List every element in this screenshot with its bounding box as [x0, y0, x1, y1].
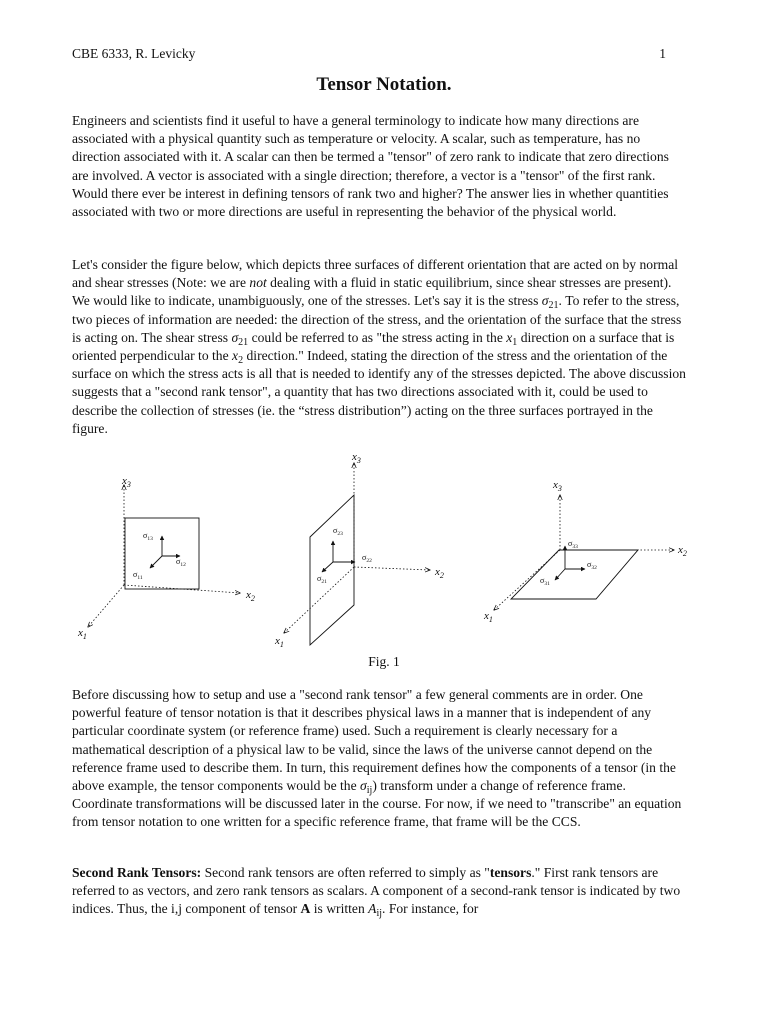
text-run: . For instance, for — [382, 901, 479, 917]
bold-symbol: A — [300, 901, 311, 917]
text-run: Before discussing how to setup and use a "second rank tensor" a few general comments are in order. One powerful feature of tensor notation is that it describes physical laws in a manner that is independent of any particular coordinate system (or reference frame) used. Such a requirement is clearly necessary for a mathematical description of a physical law to be valid, since the laws of the universe cannot depend on the reference frame used to describe them. In turn, this requirement defines how the components of a tensor (in the above example, the tensor components would be the — [72, 687, 676, 794]
x-symbol: x — [506, 329, 513, 345]
surface-parallelogram — [511, 550, 638, 599]
text-run: could be referred to as "the stress acting in the — [248, 329, 507, 345]
italic-symbol: A — [368, 901, 377, 917]
label-x1: $x_1$ — [78, 627, 87, 641]
figure-caption: Fig. 1 — [368, 654, 400, 669]
subscript: 2 — [238, 355, 244, 367]
label-x1: $x_1$ — [275, 635, 284, 649]
label-x2: $x_2$ — [678, 544, 687, 558]
label-x3: $x_3$ — [352, 451, 361, 465]
label-sigma32: $\sigma_{32}$ — [587, 560, 597, 571]
label-sigma13: $\sigma_{13}$ — [143, 531, 153, 542]
paragraph-stresses — [72, 256, 688, 438]
label-sigma21: $\sigma_{21}$ — [317, 574, 327, 585]
diagram-surface-x1 — [77, 475, 255, 641]
label-x1: $x_1$ — [484, 610, 493, 624]
stress-figure — [60, 445, 710, 655]
diagram-surface-x3 — [483, 479, 687, 624]
paragraph-tensor-notation — [72, 686, 688, 832]
sigma-symbol: σ — [541, 293, 549, 309]
text-run: direction on a surface that is oriented perpendicular to the — [72, 329, 675, 364]
axis-x2 — [354, 567, 430, 570]
stress-arrow-31 — [555, 569, 565, 580]
diagram-surface-x2 — [274, 451, 444, 649]
axis-x1 — [88, 585, 124, 627]
paragraph-second-rank — [72, 864, 688, 919]
stress-arrow-11 — [150, 556, 162, 568]
label-sigma31: $\sigma_{31}$ — [540, 576, 550, 587]
text-run: ." First rank tensors are referred to as vectors, and zero rank tensors as scalars. A component of a second-rank tensor is indicated by two indices. Thus, the i,j component of tensor — [72, 865, 681, 917]
text-run: direction." Indeed, stating the direction of the stress and the orientation of the surface on which the stress acts is all that is needed to identify any of the stresses depicted. The above discussion suggests that a "second rank tensor", a quantity that has two directions associated with it, could be used to describe the collection of stresses (ie. the “stress distribution”) acting on the three surfaces portrayed in the figure. — [72, 348, 686, 436]
paragraph-text: Engineers and scientists find it useful to have a general terminology to indicate how many directions are associated with a physical quantity such as temperature or velocity. A scalar, such as temperature, has no direction associated with it. A scalar can then be termed a "tensor" of zero rank to indicate that zero directions are involved. A vector is associated with a single direction; therefore, a vector is a "tensor" of the first rank. Would there ever be interest in defining tensors of rank two and higher? The answer lies in whether quantities associated with two or more directions are useful in representing the behavior of the physical world. — [72, 113, 669, 220]
label-sigma22: $\sigma_{22}$ — [362, 553, 372, 564]
emphasis-not: not — [249, 275, 267, 291]
page-title: Tensor Notation. — [316, 74, 452, 95]
label-x3: $x_3$ — [122, 475, 131, 489]
label-sigma11: $\sigma_{11}$ — [133, 570, 143, 581]
page-number: 1 — [659, 46, 666, 61]
subscript: 21 — [238, 336, 249, 348]
text-run: dealing with a fluid in static equilibrium, since shear stresses are present). We would like to indicate, unambiguously, one of the stresses. Let's say it is the stress — [72, 275, 672, 309]
stress-arrow-21 — [322, 562, 333, 572]
subscript: 1 — [512, 336, 518, 348]
course-info: CBE 6333, R. Levicky — [72, 46, 196, 61]
bold-term: tensors — [489, 865, 532, 880]
label-sigma23: $\sigma_{23}$ — [333, 526, 343, 537]
text-run: . To refer to the stress, two pieces of information are needed: the direction of the stress, and the orientation of the surface that the stress is acting on. The shear stress — [72, 293, 682, 345]
subscript: 21 — [548, 300, 559, 312]
label-x2: $x_2$ — [435, 566, 444, 580]
x-symbol: x — [232, 348, 239, 364]
surface-parallelogram — [310, 495, 354, 645]
sigma-symbol: σ — [360, 778, 367, 794]
label-sigma33: $\sigma_{33}$ — [568, 539, 578, 550]
text-run: is written — [310, 901, 369, 917]
text-run: Let's consider the figure below, which depicts three surfaces of different orientation that are acted on by normal and shear stresses (Note: we are — [72, 257, 679, 291]
label-x3: $x_3$ — [553, 479, 562, 493]
subscript: ij — [366, 785, 373, 797]
label-x2: $x_2$ — [246, 589, 255, 603]
text-run: ) transform under a change of reference frame. Coordinate transformations will be discussed later in the course. For now, if we need to "transcribe" an equation from tensor notation to one written for a specific reference frame, that frame will be the CCS. — [72, 778, 682, 830]
paragraph-intro — [72, 112, 688, 221]
section-heading: Second Rank Tensors: — [72, 865, 202, 880]
label-sigma12: $\sigma_{12}$ — [176, 557, 186, 568]
subscript: ij — [376, 908, 383, 920]
text-run: Second rank tensors are often referred to simply as " — [201, 865, 490, 880]
sigma-symbol: σ — [231, 329, 239, 345]
